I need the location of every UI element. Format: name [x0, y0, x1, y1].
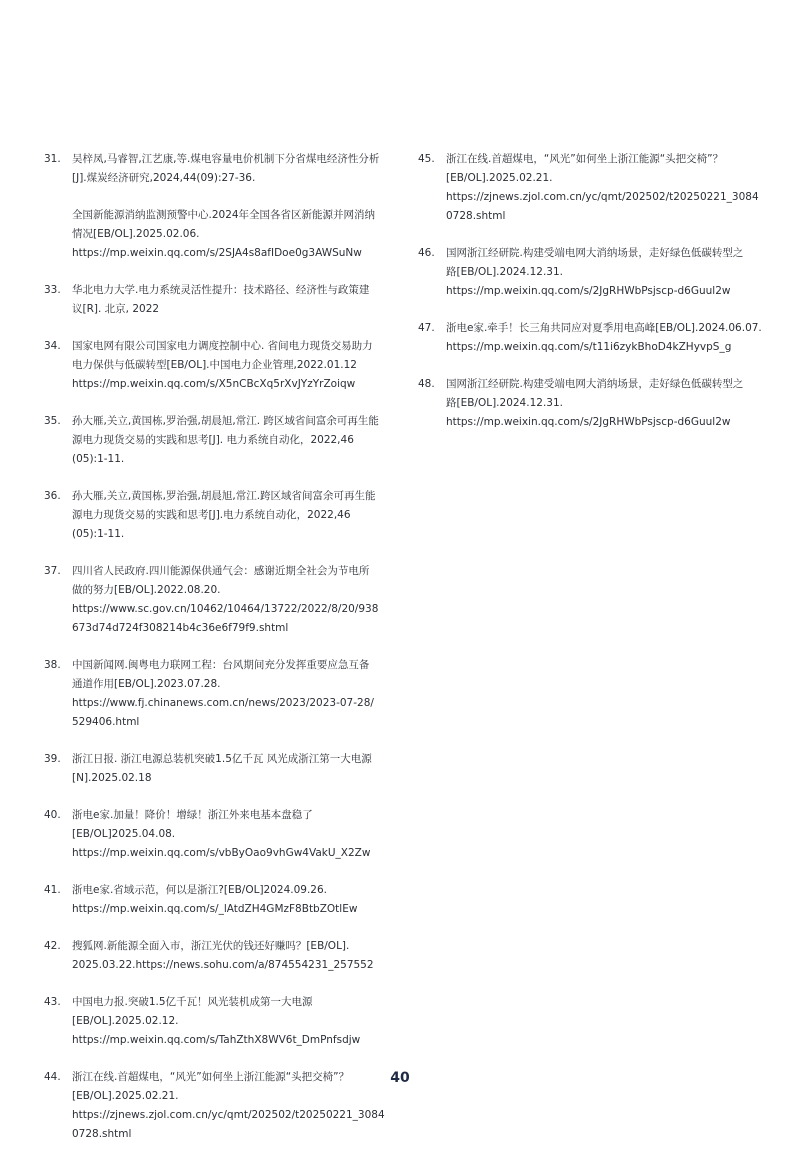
reference-line: 浙电e家.省域示范，何以是浙江?[EB/OL]2024.09.26.: [72, 884, 328, 896]
reference-number: 31.: [44, 153, 61, 165]
reference-line: 浙电e家.牵手！长三角共同应对夏季用电高峰[EB/OL].2024.06.07.: [446, 322, 762, 334]
reference-link[interactable]: 529406.html: [72, 716, 140, 728]
reference-text: [72, 487, 384, 544]
reference-line: 搜狐网.新能源全面入市，浙江光伏的钱还好赚吗？[EB/OL].: [72, 940, 350, 952]
reference-line: 议[R]. 北京, 2022: [72, 303, 160, 315]
reference-line: 中国新闻网.闽粤电力联网工程：台风期间充分发挥重要应急互备: [72, 659, 370, 671]
reference-text: [72, 806, 384, 863]
reference-number: 47.: [418, 322, 435, 334]
reference-link[interactable]: 0728.shtml: [72, 1128, 132, 1140]
reference-link[interactable]: https://mp.weixin.qq.com/s/2JgRHWbPsjscp-d6Guul2w: [446, 416, 731, 428]
reference-line: 国网浙江经研院.构建受端电网大消纳场景，走好绿色低碳转型之: [446, 247, 744, 259]
references-right-column: [418, 150, 762, 450]
reference-link[interactable]: 0728.shtml: [446, 210, 506, 222]
reference-number: 39.: [44, 753, 61, 765]
reference-text: [72, 881, 384, 919]
reference-item: [44, 487, 384, 544]
reference-line: 通道作用[EB/OL].2023.07.28.: [72, 678, 221, 690]
reference-number: 44.: [44, 1071, 61, 1083]
reference-text: [72, 562, 384, 638]
reference-number: 43.: [44, 996, 61, 1008]
reference-line: 做的努力[EB/OL].2022.08.20.: [72, 584, 221, 596]
reference-link[interactable]: https://mp.weixin.qq.com/s/vbByOao9vhGw4VakU_X2Zw: [72, 847, 371, 859]
reference-line: 路[EB/OL].2024.12.31.: [446, 266, 563, 278]
reference-line: 浙江在线.首超煤电，“风光”如何坐上浙江能源“头把交椅”？: [72, 1071, 350, 1083]
reference-item: [44, 750, 384, 788]
reference-link[interactable]: https://mp.weixin.qq.com/s/TahZthX8WV6t_DmPnfsdjw: [72, 1034, 361, 1046]
reference-text: [72, 750, 384, 788]
reference-text: [72, 281, 384, 319]
reference-text: [72, 937, 384, 975]
reference-item: [418, 244, 758, 301]
reference-line: 情况[EB/OL].2025.02.06.: [72, 228, 200, 240]
reference-item: [418, 150, 758, 226]
reference-link[interactable]: https://mp.weixin.qq.com/s/_lAtdZH4GMzF8BtbZOtlEw: [72, 903, 358, 915]
reference-item: [418, 375, 758, 432]
reference-line: [EB/OL].2025.02.21.: [72, 1090, 179, 1102]
reference-number: 45.: [418, 153, 435, 165]
reference-line: 四川省人民政府.四川能源保供通气会：感谢近期全社会为节电所: [72, 565, 370, 577]
reference-line: 中国电力报.突破1.5亿千瓦！风光装机成第一大电源: [72, 996, 313, 1008]
reference-line: 国家电网有限公司国家电力调度控制中心. 省间电力现货交易助力: [72, 340, 373, 352]
reference-item: [44, 337, 384, 394]
reference-number: 36.: [44, 490, 61, 502]
reference-number: 37.: [44, 565, 61, 577]
reference-number: 42.: [44, 940, 61, 952]
reference-number: 48.: [418, 378, 435, 390]
reference-line: [N].2025.02.18: [72, 772, 152, 784]
reference-number: 41.: [44, 884, 61, 896]
page-number: 40: [390, 1070, 410, 1086]
reference-line: 华北电力大学.电力系统灵活性提升：技术路径、经济性与政策建: [72, 284, 370, 296]
reference-text: [446, 244, 758, 301]
reference-link[interactable]: https://www.sc.gov.cn/10462/10464/13722/2022/8/20/938: [72, 603, 379, 615]
reference-line: (05):1-11.: [72, 453, 125, 465]
reference-link[interactable]: 2025.03.22.https://news.sohu.com/a/874554231_257552: [72, 959, 374, 971]
reference-item: [44, 150, 384, 188]
reference-line: 浙江在线.首超煤电，“风光”如何坐上浙江能源“头把交椅”？: [446, 153, 724, 165]
reference-line: [J].煤炭经济研究,2024,44(09):27-36.: [72, 172, 256, 184]
reference-line: [EB/OL].2025.02.12.: [72, 1015, 179, 1027]
reference-item: [44, 281, 384, 319]
reference-text: [72, 206, 384, 263]
reference-item: [44, 656, 384, 732]
reference-line: 吴梓凤,马睿智,江艺康,等.煤电容量电价机制下分省煤电经济性分析: [72, 153, 380, 165]
reference-line: 路[EB/OL].2024.12.31.: [446, 397, 563, 409]
reference-item: [44, 412, 384, 469]
reference-line: 全国新能源消纳监测预警中心.2024年全国各省区新能源并网消纳: [72, 209, 376, 221]
reference-line: 源电力现货交易的实践和思考[J].电力系统自动化，2022,46: [72, 509, 351, 521]
reference-line: (05):1-11.: [72, 528, 125, 540]
reference-item: [44, 993, 384, 1050]
reference-item: [44, 881, 384, 919]
reference-text: [72, 412, 384, 469]
reference-text: [446, 150, 759, 226]
reference-item: [418, 319, 762, 357]
reference-text: [72, 337, 384, 394]
reference-text: [72, 150, 384, 188]
reference-text: [72, 656, 384, 732]
reference-number: 33.: [44, 284, 61, 296]
reference-link[interactable]: https://mp.weixin.qq.com/s/t11i6zykBhoD4kZHyvpS_g: [446, 341, 732, 353]
reference-line: 浙江日报. 浙江电源总装机突破1.5亿千瓦 风光成浙江第一大电源: [72, 753, 372, 765]
reference-line: 浙电e家.加量！降价！增绿！浙江外来电基本盘稳了: [72, 809, 313, 821]
references-left-column: [44, 150, 384, 1162]
reference-line: 电力保供与低碳转型[EB/OL].中国电力企业管理,2022.01.12: [72, 359, 357, 371]
reference-item: [44, 562, 384, 638]
reference-line: 源电力现货交易的实践和思考[J]. 电力系统自动化，2022,46: [72, 434, 354, 446]
reference-link[interactable]: https://mp.weixin.qq.com/s/2SJA4s8afIDoe0g3AWSuNw: [72, 247, 362, 259]
reference-number: 46.: [418, 247, 435, 259]
reference-number: 38.: [44, 659, 61, 671]
reference-link[interactable]: https://mp.weixin.qq.com/s/2JgRHWbPsjscp-d6Guul2w: [446, 285, 731, 297]
reference-link[interactable]: https://www.fj.chinanews.com.cn/news/2023/2023-07-28/: [72, 697, 374, 709]
reference-link[interactable]: 673d74d724f308214b4c36e6f79f9.shtml: [72, 622, 289, 634]
reference-text: [72, 993, 384, 1050]
reference-link[interactable]: https://zjnews.zjol.com.cn/yc/qmt/202502/t20250221_3084: [72, 1109, 385, 1121]
reference-item: [44, 937, 384, 975]
reference-text: [446, 319, 762, 357]
reference-line: [EB/OL]2025.04.08.: [72, 828, 176, 840]
reference-number: 40.: [44, 809, 61, 821]
reference-link[interactable]: https://mp.weixin.qq.com/s/X5nCBcXq5rXvJYzYrZoiqw: [72, 378, 356, 390]
reference-text: [446, 375, 758, 432]
reference-line: 国网浙江经研院.构建受端电网大消纳场景，走好绿色低碳转型之: [446, 378, 744, 390]
reference-item: [44, 806, 384, 863]
reference-number: 35.: [44, 415, 61, 427]
reference-link[interactable]: https://zjnews.zjol.com.cn/yc/qmt/202502/t20250221_3084: [446, 191, 759, 203]
reference-number: 34.: [44, 340, 61, 352]
reference-line: [EB/OL].2025.02.21.: [446, 172, 553, 184]
reference-line: 孙大雁,关立,黄国栋,罗治强,胡晨旭,常江. 跨区域省间富余可再生能: [72, 415, 379, 427]
reference-item: [44, 206, 384, 263]
reference-line: 孙大雁,关立,黄国栋,罗治强,胡晨旭,常江.跨区域省间富余可再生能: [72, 490, 376, 502]
